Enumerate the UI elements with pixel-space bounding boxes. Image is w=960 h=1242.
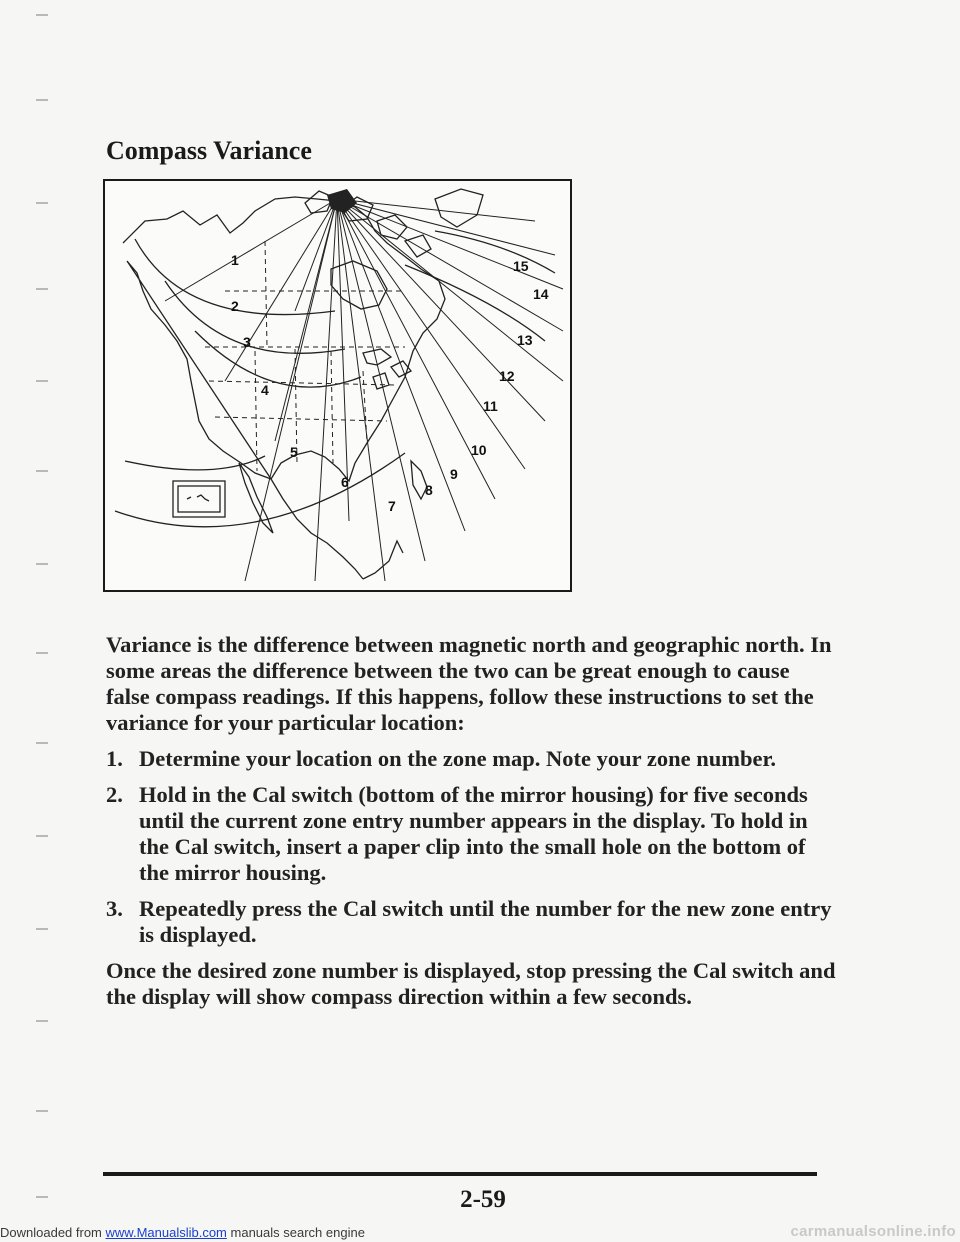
zone-label-11: 11 <box>483 398 498 414</box>
margin-tick <box>36 1110 48 1112</box>
zone-label-7: 7 <box>388 498 396 514</box>
margin-tick <box>36 1020 48 1022</box>
downloaded-suffix: manuals search engine <box>230 1225 365 1240</box>
manualslib-link[interactable]: www.Manualslib.com <box>105 1225 227 1240</box>
step-text: Repeatedly press the Cal switch until the number for the new zone entry is displayed. <box>139 896 832 947</box>
magnetic-north-cluster <box>327 189 357 213</box>
zone-label-9: 9 <box>450 466 458 482</box>
margin-tick <box>36 835 48 837</box>
page-heading: Compass Variance <box>106 136 312 165</box>
hawaii-inset <box>173 481 225 517</box>
footer-rule <box>103 1172 817 1176</box>
closing-paragraph: Once the desired zone number is displayed, stop pressing the Cal switch and the display will show compass direction within a few seconds. <box>106 958 836 1009</box>
margin-tick <box>36 652 48 654</box>
zone-label-15: 15 <box>513 258 529 274</box>
zone-label-10: 10 <box>471 442 487 458</box>
margin-tick <box>36 14 48 16</box>
zone-label-3: 3 <box>243 334 251 350</box>
step-item <box>106 782 836 886</box>
step-item <box>106 746 836 772</box>
zone-label-2: 2 <box>231 298 239 314</box>
step-item <box>106 896 836 948</box>
page-number: 2-59 <box>460 1186 506 1213</box>
zone-label-5: 5 <box>290 444 298 460</box>
greenland-edge <box>435 189 483 227</box>
zone-label-14: 14 <box>533 286 549 302</box>
step-text: Determine your location on the zone map. Note your zone number. <box>139 746 777 771</box>
zone-label-4: 4 <box>261 382 269 398</box>
margin-tick <box>36 380 48 382</box>
great-lakes <box>363 349 411 389</box>
margin-tick <box>36 563 48 565</box>
zone-label-12: 12 <box>499 368 515 384</box>
downloaded-prefix: Downloaded from <box>0 1225 102 1240</box>
instructions-body <box>106 632 836 1010</box>
step-number: 2. <box>106 782 123 807</box>
margin-tick <box>36 1196 48 1198</box>
steps-list <box>106 746 836 948</box>
step-number: 1. <box>106 746 123 771</box>
watermark: carmanualsonline.info <box>790 1223 956 1240</box>
zone-label-1: 1 <box>231 252 239 268</box>
continent-outline <box>123 197 445 579</box>
margin-tick <box>36 288 48 290</box>
margin-tick <box>36 742 48 744</box>
margin-tick <box>36 470 48 472</box>
source-banner <box>0 1225 365 1240</box>
intro-paragraph: Variance is the difference between magnetic north and geographic north. In some areas the difference between the two can be great enough to cause false compass readings. If this happens, follow these instructions to set the variance for your particular location: <box>106 632 832 735</box>
step-text: Hold in the Cal switch (bottom of the mirror housing) for five seconds until the current zone entry number appears in the display. To hold in the Cal switch, insert a paper clip into the small hole on the bottom of the mirror housing. <box>139 782 808 885</box>
margin-tick <box>36 99 48 101</box>
margin-tick <box>36 928 48 930</box>
zone-map-figure <box>103 179 572 592</box>
zone-label-8: 8 <box>425 482 433 498</box>
margin-tick <box>36 202 48 204</box>
zone-label-6: 6 <box>341 474 349 490</box>
zone-label-13: 13 <box>517 332 533 348</box>
zone-map <box>105 181 570 590</box>
margin-ticks <box>0 0 60 1242</box>
step-number: 3. <box>106 896 123 921</box>
